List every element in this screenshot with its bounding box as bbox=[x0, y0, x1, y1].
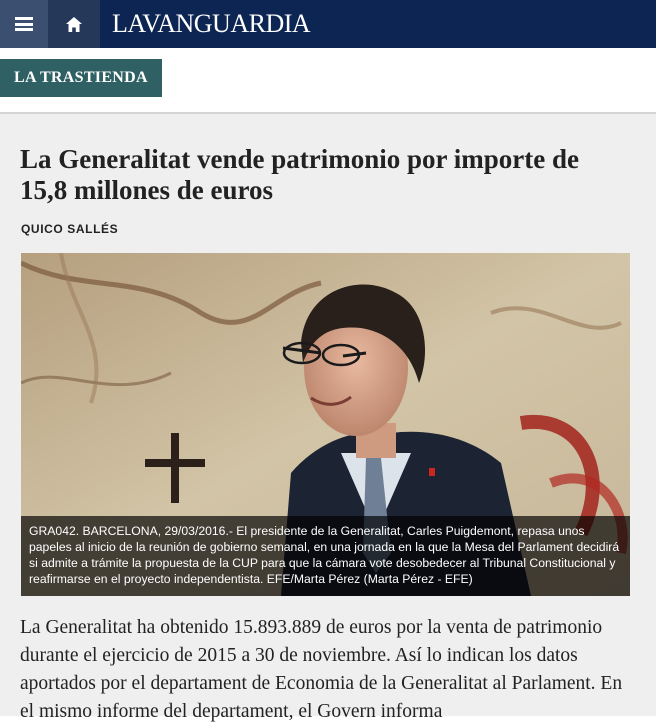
menu-button[interactable] bbox=[0, 0, 48, 48]
top-navigation-bar bbox=[0, 0, 656, 48]
article-container bbox=[0, 114, 656, 722]
hamburger-icon bbox=[15, 17, 33, 31]
article-author[interactable]: QUICO SALLÉS bbox=[21, 222, 119, 236]
section-bar bbox=[0, 48, 656, 114]
site-logo[interactable]: LAVANGUARDIA bbox=[112, 9, 311, 38]
home-icon bbox=[66, 17, 82, 32]
article-body: La Generalitat ha obtenido 15.893.889 de euros por la venta de patrimonio durante el ejercicio de 2015 a 30 de noviembre. Así lo indican los datos aportados por el departament de Economia de la Generalitat al Parlament. En el mismo informe del departament, el Govern informa bbox=[20, 617, 623, 722]
home-button[interactable] bbox=[48, 0, 100, 48]
article-headline: La Generalitat vende patrimonio por importe de 15,8 millones de euros bbox=[20, 144, 579, 205]
section-tag-link[interactable]: LA TRASTIENDA bbox=[0, 59, 162, 97]
photo-caption: GRA042. BARCELONA, 29/03/2016.- El presidente de la Generalitat, Carles Puigdemont, repasa unos papeles al inicio de la reunión de gobierno semanal, en una jornada en la que la Mesa del Parlament decidirá si admite a trámite la propuesta de la CUP para que la cámara vote desobedecer al Tribunal Constitucional y reafirmarse en el proyecto independentista. EFE/Marta Pérez (Marta Pérez - EFE) bbox=[21, 516, 630, 596]
article-photo bbox=[21, 253, 630, 596]
